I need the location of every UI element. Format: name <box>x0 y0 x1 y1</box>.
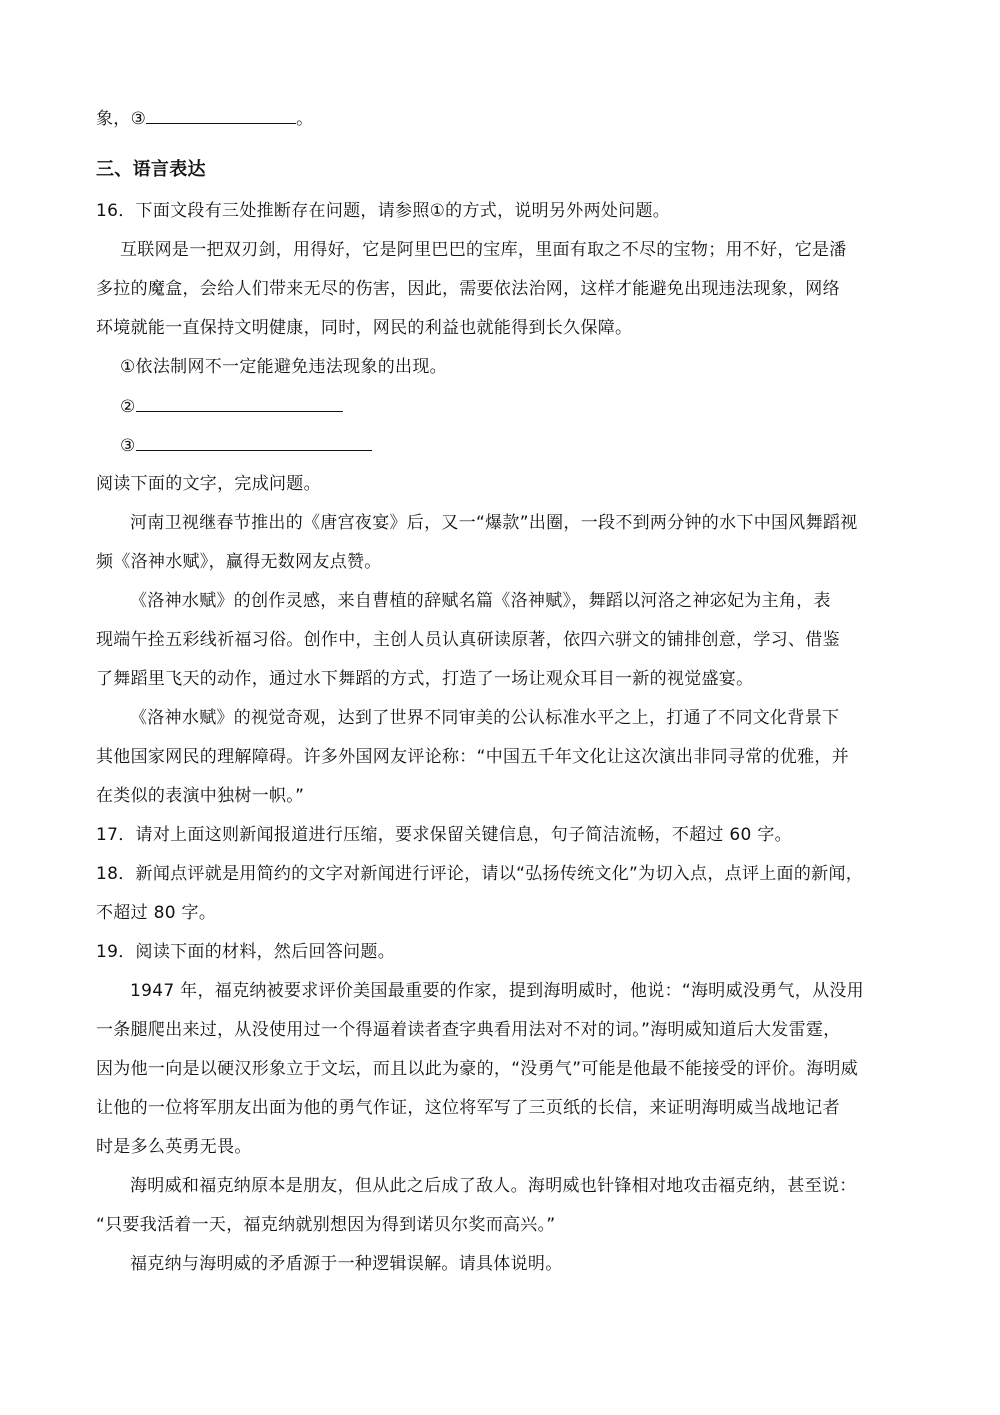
q19-passage-line: 1947 年，福克纳被要求评价美国最重要的作家，提到海明威时，他说：“海明威没勇气，从没用 <box>130 981 864 1001</box>
article-line: 频《洛神水赋》，赢得无数网友点赞。 <box>96 552 382 572</box>
q16-answer-blank-2[interactable] <box>136 394 343 412</box>
article-line: 《洛神水赋》的创作灵感，来自曹植的辞赋名篇《洛神赋》，舞蹈以河洛之神宓妃为主角，表 <box>130 591 831 611</box>
q18-prompt-continued: 不超过 80 字。 <box>96 903 217 923</box>
q16-answer-blank-3[interactable] <box>136 433 372 451</box>
section-heading: 三、语言表达 <box>96 159 206 180</box>
q16-blank-2-label: ② <box>120 397 136 417</box>
answer-blank[interactable] <box>146 106 296 124</box>
continuation-suffix: 。 <box>296 109 314 129</box>
q19-passage-line: 海明威和福克纳原本是朋友，但从此之后成了敌人。海明威也针锋相对地攻击福克纳，甚至说： <box>130 1176 857 1196</box>
q16-blank-3-label: ③ <box>120 436 136 456</box>
q19-passage-line: 因为他一向是以硬汉形象立于文坛，而且以此为豪的，“没勇气”可能是他最不能接受的评价。海明威 <box>96 1059 859 1079</box>
reading-intro: 阅读下面的文字，完成问题。 <box>96 474 321 494</box>
q16-passage-line: 环境就能一直保持文明健康，同时，网民的利益也就能得到长久保障。 <box>96 318 633 338</box>
q16-prompt: 16．下面文段有三处推断存在问题，请参照①的方式，说明另外两处问题。 <box>96 201 671 221</box>
continuation-prefix: 象，③ <box>96 109 147 129</box>
q16-example: ①依法制网不一定能避免违法现象的出现。 <box>120 357 447 377</box>
article-line: 《洛神水赋》的视觉奇观，达到了世界不同审美的公认标准水平之上，打通了不同文化背景下 <box>130 708 840 728</box>
article-line: 其他国家网民的理解障碍。许多外国网友评论称：“中国五千年文化让这次演出非同寻常的优雅，并 <box>96 747 850 767</box>
article-line: 在类似的表演中独树一帜。” <box>96 786 305 806</box>
q19-passage-line: “只要我活着一天，福克纳就别想因为得到诺贝尔奖而高兴。” <box>96 1215 556 1235</box>
q17-prompt: 17．请对上面这则新闻报道进行压缩，要求保留关键信息，句子简洁流畅，不超过 60 字。 <box>96 825 792 845</box>
q19-prompt: 19．阅读下面的材料，然后回答问题。 <box>96 942 396 962</box>
q16-blank-3 <box>120 433 372 458</box>
continuation-line <box>96 106 313 131</box>
q16-blank-2 <box>120 394 343 419</box>
article-line: 现端午拴五彩线祈福习俗。创作中，主创人员认真研读原著，依四六骈文的铺排创意，学习、借鉴 <box>96 630 840 650</box>
q18-prompt: 18．新闻点评就是用简约的文字对新闻进行评论，请以“弘扬传统文化”为切入点，点评上面的新闻， <box>96 864 864 884</box>
q19-passage-line: 时是多么英勇无畏。 <box>96 1137 252 1157</box>
q16-passage-line: 多拉的魔盒，会给人们带来无尽的伤害，因此，需要依法治网，这样才能避免出现违法现象，网络 <box>96 279 840 299</box>
q19-question: 福克纳与海明威的矛盾源于一种逻辑误解。请具体说明。 <box>130 1254 563 1274</box>
q16-passage-line: 互联网是一把双刃剑，用得好，它是阿里巴巴的宝库，里面有取之不尽的宝物；用不好，它是潘 <box>120 240 847 260</box>
q19-passage-line: 让他的一位将军朋友出面为他的勇气作证，这位将军写了三页纸的长信，来证明海明威当战地记者 <box>96 1098 840 1118</box>
q19-passage-line: 一条腿爬出来过，从没使用过一个得逼着读者查字典看用法对不对的词。”海明威知道后大发雷霆， <box>96 1020 841 1040</box>
article-line: 了舞蹈里飞天的动作，通过水下舞蹈的方式，打造了一场让观众耳目一新的视觉盛宴。 <box>96 669 754 689</box>
article-line: 河南卫视继春节推出的《唐宫夜宴》后，又一“爆款”出圈，一段不到两分钟的水下中国风舞蹈视 <box>130 513 858 533</box>
